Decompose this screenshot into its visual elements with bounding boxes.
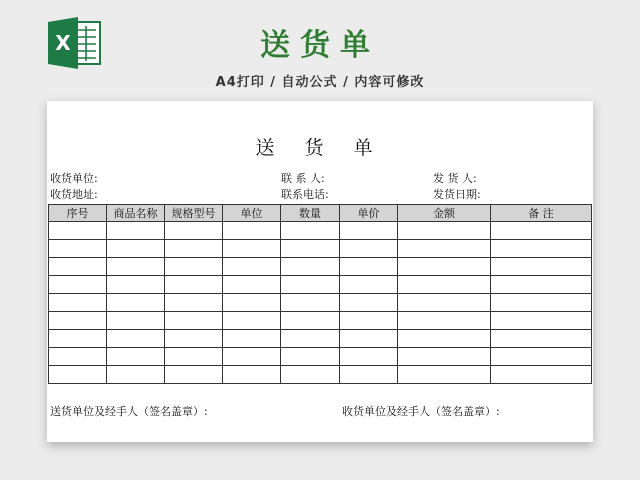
table-cell[interactable] xyxy=(223,348,281,366)
table-cell[interactable] xyxy=(107,348,165,366)
table-cell[interactable] xyxy=(340,222,398,240)
column-header-amount: 金额 xyxy=(398,205,491,222)
table-cell[interactable] xyxy=(281,294,340,312)
table-row xyxy=(49,330,592,348)
table-cell[interactable] xyxy=(340,276,398,294)
table-cell[interactable] xyxy=(49,240,107,258)
table-cell[interactable] xyxy=(398,240,491,258)
table-cell[interactable] xyxy=(223,276,281,294)
table-cell[interactable] xyxy=(223,240,281,258)
table-cell[interactable] xyxy=(340,240,398,258)
table-header-row xyxy=(49,205,592,222)
table-cell[interactable] xyxy=(223,366,281,384)
table-cell[interactable] xyxy=(281,330,340,348)
table-cell[interactable] xyxy=(340,348,398,366)
contact-phone-label: 联系电话: xyxy=(281,188,329,201)
table-cell[interactable] xyxy=(49,330,107,348)
table-cell[interactable] xyxy=(49,294,107,312)
table-cell[interactable] xyxy=(165,312,223,330)
table-cell[interactable] xyxy=(340,366,398,384)
table-row xyxy=(49,240,592,258)
table-cell[interactable] xyxy=(165,294,223,312)
table-cell[interactable] xyxy=(340,294,398,312)
table-cell[interactable] xyxy=(49,312,107,330)
table-body xyxy=(49,222,592,384)
table-cell[interactable] xyxy=(107,276,165,294)
table-cell[interactable] xyxy=(165,330,223,348)
table-row xyxy=(49,312,592,330)
shipper-label: 发 货 人: xyxy=(433,172,477,185)
table-cell[interactable] xyxy=(165,366,223,384)
table-cell[interactable] xyxy=(398,294,491,312)
table-cell[interactable] xyxy=(340,330,398,348)
table-cell[interactable] xyxy=(491,330,592,348)
receiver-signature-label: 收货单位及经手人（签名盖章）: xyxy=(342,405,500,418)
banner-subtitle: A4打印 / 自动公式 / 内容可修改 xyxy=(215,75,425,90)
table-cell[interactable] xyxy=(491,348,592,366)
table-cell[interactable] xyxy=(223,222,281,240)
table-cell[interactable] xyxy=(107,258,165,276)
table-row xyxy=(49,366,592,384)
document-sheet xyxy=(47,101,593,442)
table-cell[interactable] xyxy=(107,330,165,348)
column-header-price: 单价 xyxy=(340,205,398,222)
shipper-signature-label: 送货单位及经手人（签名盖章）: xyxy=(50,405,208,418)
table-cell[interactable] xyxy=(398,222,491,240)
table-cell[interactable] xyxy=(223,330,281,348)
table-cell[interactable] xyxy=(281,348,340,366)
table-cell[interactable] xyxy=(165,348,223,366)
table-cell[interactable] xyxy=(223,258,281,276)
table-cell[interactable] xyxy=(491,312,592,330)
table-cell[interactable] xyxy=(281,312,340,330)
table-cell[interactable] xyxy=(165,240,223,258)
table-row xyxy=(49,276,592,294)
table-cell[interactable] xyxy=(281,366,340,384)
table-cell[interactable] xyxy=(281,240,340,258)
receiver-unit-label: 收货单位: xyxy=(50,172,98,185)
excel-logo-letter: X xyxy=(55,31,71,55)
table-cell[interactable] xyxy=(165,222,223,240)
table-cell[interactable] xyxy=(107,294,165,312)
table-cell[interactable] xyxy=(107,222,165,240)
table-cell[interactable] xyxy=(491,240,592,258)
document-title: 送 货 单 xyxy=(255,137,385,159)
receiver-address-label: 收货地址: xyxy=(50,188,98,201)
table-cell[interactable] xyxy=(49,222,107,240)
table-cell[interactable] xyxy=(398,312,491,330)
table-cell[interactable] xyxy=(398,330,491,348)
table-cell[interactable] xyxy=(281,276,340,294)
table-cell[interactable] xyxy=(223,294,281,312)
table-cell[interactable] xyxy=(491,294,592,312)
banner xyxy=(0,0,640,100)
table-cell[interactable] xyxy=(491,276,592,294)
table-row xyxy=(49,258,592,276)
table-cell[interactable] xyxy=(398,348,491,366)
column-header-unit: 单位 xyxy=(223,205,281,222)
table-cell[interactable] xyxy=(398,276,491,294)
table-cell[interactable] xyxy=(491,366,592,384)
table-cell[interactable] xyxy=(107,240,165,258)
table-cell[interactable] xyxy=(165,258,223,276)
table-cell[interactable] xyxy=(491,222,592,240)
contact-label: 联 系 人: xyxy=(281,172,325,185)
column-header-quantity: 数量 xyxy=(281,205,340,222)
table-row xyxy=(49,222,592,240)
table-cell[interactable] xyxy=(281,222,340,240)
table-row xyxy=(49,294,592,312)
table-cell[interactable] xyxy=(223,312,281,330)
table-cell[interactable] xyxy=(49,276,107,294)
table-row xyxy=(49,348,592,366)
table-cell[interactable] xyxy=(49,258,107,276)
table-cell[interactable] xyxy=(340,258,398,276)
delivery-table xyxy=(48,204,592,384)
column-header-spec: 规格型号 xyxy=(165,205,223,222)
column-header-remark: 备 注 xyxy=(491,205,592,222)
table-cell[interactable] xyxy=(398,258,491,276)
table-cell[interactable] xyxy=(107,312,165,330)
column-header-product: 商品名称 xyxy=(107,205,165,222)
table-cell[interactable] xyxy=(49,366,107,384)
column-header-index: 序号 xyxy=(49,205,107,222)
table-cell[interactable] xyxy=(49,348,107,366)
table-cell[interactable] xyxy=(107,366,165,384)
table-cell[interactable] xyxy=(340,312,398,330)
ship-date-label: 发货日期: xyxy=(433,188,481,201)
table-cell[interactable] xyxy=(165,276,223,294)
table-cell[interactable] xyxy=(281,258,340,276)
table-cell[interactable] xyxy=(398,366,491,384)
banner-title: 送货单 xyxy=(260,28,380,63)
table-cell[interactable] xyxy=(491,258,592,276)
